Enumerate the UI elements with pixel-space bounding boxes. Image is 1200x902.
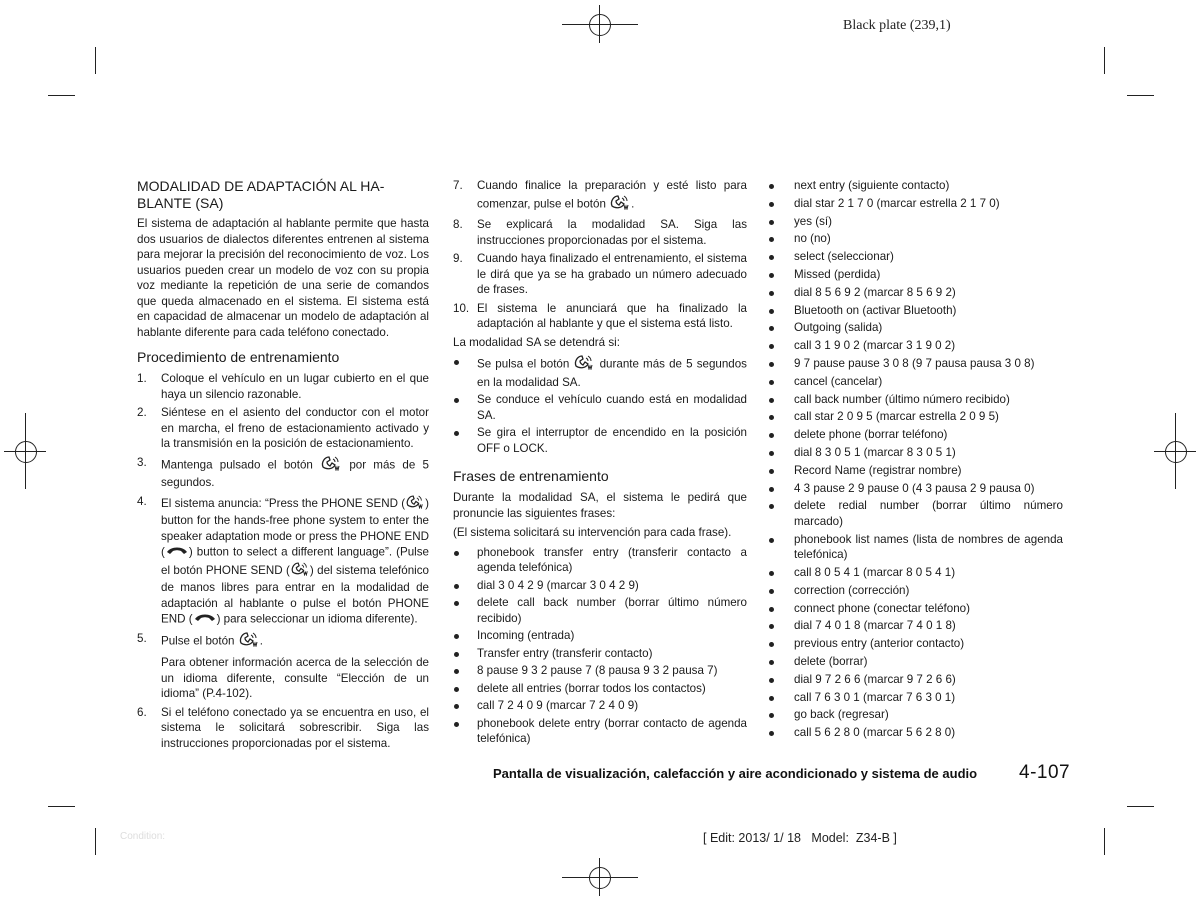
list-item: 10. El sistema le anunciará que ha finalizado la adaptación al hablante y que el sistema está listo. <box>453 301 747 330</box>
phrase-text: delete phone (borrar teléfono) <box>794 428 948 442</box>
list-item <box>768 636 1063 652</box>
list-item <box>768 690 1063 706</box>
procedure-steps-continued <box>453 178 747 332</box>
list-item: Se gira el interruptor de encendido en la posición OFF o LOCK. <box>453 425 747 456</box>
list-item: 8 pause 9 3 2 pause 7 (8 pausa 9 3 2 pausa 7) <box>453 663 747 679</box>
phone-send-talk-icon <box>238 631 260 652</box>
phone-send-talk-icon <box>609 194 631 215</box>
phrase-text: 9 7 pause pause 3 0 8 (9 7 pausa pausa 3 0 8) <box>794 356 1035 370</box>
phrase-text: call 3 1 9 0 2 (marcar 3 1 9 0 2) <box>794 339 956 353</box>
phrase-text: phonebook list names (lista de nombres de agenda telefónica) <box>794 532 1063 562</box>
list-item <box>768 583 1063 599</box>
list-item <box>768 338 1063 354</box>
bullet-icon <box>769 433 774 438</box>
phrase-text: Outgoing (salida) <box>794 321 883 335</box>
bullet-icon <box>454 687 459 692</box>
bullet-icon <box>769 504 774 509</box>
stop-conditions-intro: La modalidad SA se detendrá si: <box>453 335 620 349</box>
phrase-text: select (seleccionar) <box>794 250 894 264</box>
bullet-icon <box>769 538 774 543</box>
bullet-icon <box>769 624 774 629</box>
list-item <box>768 392 1063 408</box>
list-item <box>768 267 1063 283</box>
list-item: 6. Si el teléfono conectado ya se encuentra en uso, el sistema le solicitará sobrescribir. Siga las instrucciones proporcionadas por el sistema. <box>137 705 429 750</box>
bullet-icon <box>769 660 774 665</box>
list-item: Se pulsa el botón durante más de 5 segundos en la modalidad SA. <box>453 354 747 390</box>
list-item: 8. Se explicará la modalidad SA. Siga las instrucciones proporcionadas por el sistema. <box>453 218 747 247</box>
bullet-icon <box>769 571 774 576</box>
bullet-icon <box>769 344 774 349</box>
list-item <box>768 498 1063 529</box>
list-item <box>768 320 1063 336</box>
bullet-icon <box>769 469 774 474</box>
phrase-text: 4 3 pause 2 9 pause 0 (4 3 pausa 2 9 pausa 0) <box>794 481 1035 495</box>
list-item <box>768 427 1063 443</box>
phone-end-icon <box>165 544 189 561</box>
bullet-icon <box>769 415 774 420</box>
phrases-list <box>453 545 747 747</box>
bullet-icon <box>769 451 774 456</box>
phrase-text: call 8 0 5 4 1 (marcar 8 0 5 4 1) <box>794 565 956 579</box>
phrase-text: call 7 6 3 0 1 (marcar 7 6 3 0 1) <box>794 690 956 704</box>
list-item <box>768 463 1063 479</box>
phone-send-talk-icon <box>573 354 595 375</box>
list-item: Transfer entry (transferir contacto) <box>453 646 747 662</box>
phrase-text: previous entry (anterior contacto) <box>794 637 965 651</box>
phrase-text: Bluetooth on (activar Bluetooth) <box>794 303 957 317</box>
list-item <box>768 214 1063 230</box>
edit-info: [ Edit: 2013/ 1/ 18 Model: Z34-B ] <box>703 831 897 845</box>
bullet-icon <box>454 652 459 657</box>
bullet-icon <box>454 551 459 556</box>
list-item <box>768 409 1063 425</box>
phrase-text: dial 7 4 0 1 8 (marcar 7 4 0 1 8) <box>794 619 956 633</box>
phone-send-talk-icon <box>320 455 342 476</box>
phone-send-talk-icon <box>290 561 310 581</box>
list-item: Se conduce el vehículo cuando está en modalidad SA. <box>453 392 747 423</box>
phrase-text: dial 9 7 2 6 6 (marcar 9 7 2 6 6) <box>794 672 956 686</box>
bullet-icon <box>454 704 459 709</box>
phrase-text: dial 8 3 0 5 1 (marcar 8 3 0 5 1) <box>794 445 956 459</box>
list-item <box>768 445 1063 461</box>
bullet-icon <box>769 380 774 385</box>
list-item <box>768 618 1063 634</box>
bullet-icon <box>769 398 774 403</box>
phrase-text: dial 8 5 6 9 2 (marcar 8 5 6 9 2) <box>794 285 956 299</box>
phrase-text: Missed (perdida) <box>794 267 881 281</box>
list-item: 1. Coloque el vehículo en un lugar cubierto en el que haya un silencio razonable. <box>137 372 429 401</box>
bullet-icon <box>769 273 774 278</box>
list-item <box>768 231 1063 247</box>
list-item: 5. Pulse el botón . Para obtener información acerca de la selección de un idioma diferente, consulte “Elección de un idioma” (P.4-102). <box>137 631 429 700</box>
list-item: dial 3 0 4 2 9 (marcar 3 0 4 2 9) <box>453 578 747 594</box>
list-item: 2. Siéntese en el asiento del conductor con el motor en marcha, el freno de estacionamiento activado y la transmisión en la posición de estacionamiento. <box>137 406 429 450</box>
phrase-text: go back (regresar) <box>794 708 889 722</box>
list-item <box>768 565 1063 581</box>
list-item <box>768 532 1063 563</box>
list-item: 3. Mantenga pulsado el botón por más de 5 segundos. <box>137 455 429 489</box>
list-item <box>768 285 1063 301</box>
list-item <box>768 374 1063 390</box>
list-item <box>768 654 1063 670</box>
list-item: phonebook transfer entry (transferir contacto a agenda telefónica) <box>453 545 747 576</box>
list-item <box>768 672 1063 688</box>
list-item <box>768 303 1063 319</box>
phrase-text: call 5 6 2 8 0 (marcar 5 6 2 8 0) <box>794 726 956 740</box>
phrase-text: dial star 2 1 7 0 (marcar estrella 2 1 7 0) <box>794 196 1000 210</box>
phone-end-icon <box>193 611 217 628</box>
list-item: 7. Cuando finalice la preparación y esté listo para comenzar, pulse el botón . <box>453 178 747 214</box>
bullet-icon <box>769 731 774 736</box>
column-2 <box>453 178 747 749</box>
phrases-list-continued <box>768 178 1063 741</box>
bullet-icon <box>769 713 774 718</box>
bullet-icon <box>769 309 774 314</box>
bullet-icon <box>769 696 774 701</box>
bullet-icon <box>454 398 459 403</box>
section-title: MODALIDAD DE ADAPTACIÓN AL HA- BLANTE (SA) <box>137 178 385 211</box>
procedure-heading: Procedimiento de entrenamiento <box>137 349 340 365</box>
bullet-icon <box>769 255 774 260</box>
list-item: Incoming (entrada) <box>453 628 747 644</box>
phrase-text: next entry (siguiente contacto) <box>794 179 950 192</box>
phrase-text: yes (sí) <box>794 214 833 228</box>
bullet-icon <box>769 202 774 207</box>
phrase-text: Record Name (registrar nombre) <box>794 463 962 477</box>
phrase-text: delete redial number (borrar último número marcado) <box>794 499 1063 528</box>
phrase-text: connect phone (conectar teléfono) <box>794 601 970 615</box>
bullet-icon <box>769 220 774 225</box>
list-item <box>768 178 1063 194</box>
column-1 <box>137 178 429 754</box>
page-number: 4-107 <box>1019 762 1071 783</box>
bullet-icon <box>769 589 774 594</box>
bullet-icon <box>454 722 459 727</box>
phrases-intro: Durante la modalidad SA, el sistema le pedirá que pronuncie las siguientes frases: <box>453 491 747 520</box>
condition-label: Condition: <box>120 831 166 842</box>
bullet-icon <box>769 184 774 189</box>
bullet-icon <box>769 237 774 242</box>
phrase-text: correction (corrección) <box>794 583 910 597</box>
intro-paragraph: El sistema de adaptación al hablante permite que hasta dos usuarios de dialectos diferentes entrenen al sistema para mejorar la precisión del reconocimiento de voz. Los usuarios pueden crear un modelo de voz con su propia voz mediante la repetición de una serie de comandos que queda almacenado en el sistema. El sistema está en capacidad de almacenar un modelo de adaptación al hablante diferente para cada teléfono conectado. <box>137 217 429 339</box>
list-item <box>768 481 1063 497</box>
bullet-icon <box>769 291 774 296</box>
phrase-text: no (no) <box>794 232 831 246</box>
bullet-icon <box>454 584 459 589</box>
stop-conditions-list <box>453 354 747 456</box>
list-item <box>768 707 1063 723</box>
list-item: 4. El sistema anuncia: “Press the PHONE SEND ( ) button for the hands-free phone system to enter the speaker adaptation mode or press the PHONE END ( ) button to select a different language”. (Pulse el botón PHONE SEND ( ) del sistema telefónico de manos libres para entrar en la modalidad de adaptación al hablante o pulse el botón PHONE END ( ) para seleccionar un idioma diferente). <box>137 494 429 628</box>
bullet-icon <box>769 607 774 612</box>
bullet-icon <box>454 431 459 436</box>
bullet-icon <box>454 669 459 674</box>
phrases-heading: Frases de entrenamiento <box>453 468 609 484</box>
column-3 <box>768 178 1063 743</box>
list-item: delete call back number (borrar último número recibido) <box>453 595 747 626</box>
bullet-icon <box>454 634 459 639</box>
list-item <box>768 356 1063 372</box>
list-item: delete all entries (borrar todos los contactos) <box>453 681 747 697</box>
bullet-icon <box>454 360 459 365</box>
list-item: phonebook delete entry (borrar contacto de agenda telefónica) <box>453 716 747 747</box>
phrase-text: call back number (último número recibido) <box>794 392 1010 406</box>
list-item <box>768 725 1063 741</box>
phrases-note: (El sistema solicitará su intervención para cada frase). <box>453 526 732 539</box>
list-item: 9. Cuando haya finalizado el entrenamiento, el sistema le dirá que ya se ha grabado un número adecuado de frases. <box>453 252 747 296</box>
list-item: call 7 2 4 0 9 (marcar 7 2 4 0 9) <box>453 698 747 714</box>
list-item <box>768 601 1063 617</box>
phrase-text: cancel (cancelar) <box>794 374 883 388</box>
footer-section-title: Pantalla de visualización, calefacción y aire acondicionado y sistema de audio <box>493 766 978 781</box>
bullet-icon <box>454 601 459 606</box>
phrase-text: delete (borrar) <box>794 654 868 668</box>
black-plate-label: Black plate (239,1) <box>843 18 951 33</box>
bullet-icon <box>769 642 774 647</box>
bullet-icon <box>769 326 774 331</box>
phrase-text: call star 2 0 9 5 (marcar estrella 2 0 9 5) <box>794 410 999 424</box>
phone-send-talk-icon <box>405 494 425 514</box>
bullet-icon <box>769 362 774 367</box>
bullet-icon <box>769 678 774 683</box>
bullet-icon <box>769 487 774 492</box>
list-item <box>768 249 1063 265</box>
list-item <box>768 196 1063 212</box>
procedure-steps <box>137 371 429 751</box>
